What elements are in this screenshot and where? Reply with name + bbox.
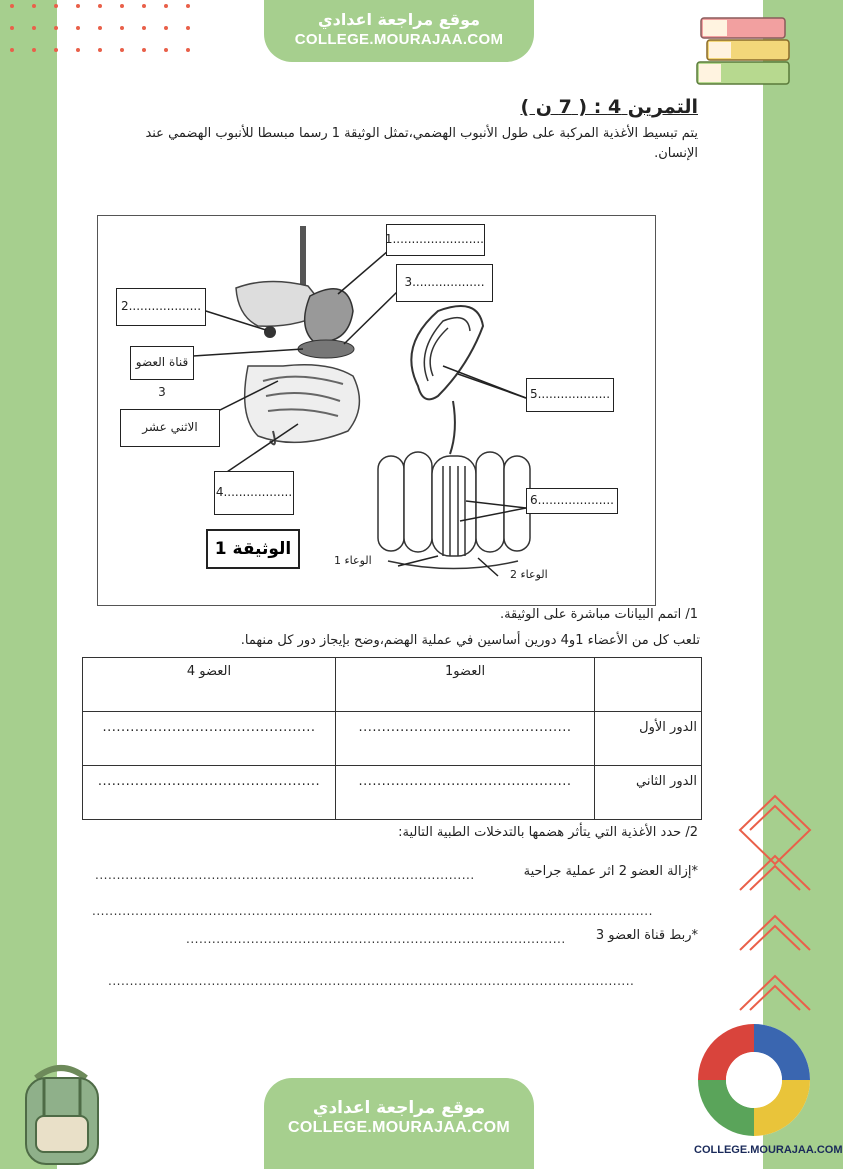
- decorative-dot: [10, 48, 14, 52]
- decorative-dot: [142, 48, 146, 52]
- question-1: 1/ اتمم البيانات مباشرة على الوثيقة.: [499, 607, 698, 622]
- decorative-dot: [164, 26, 168, 30]
- label-organ3-duct: قناة العضو 3: [130, 346, 194, 380]
- decorative-dot: [98, 4, 102, 8]
- decorative-dot: [120, 4, 124, 8]
- label-box-6: ....................6: [526, 488, 618, 514]
- decorative-dot: [76, 48, 80, 52]
- figure-document-1: [97, 215, 656, 606]
- roles-table: [82, 657, 702, 820]
- answer-line-2a-cont[interactable]: ..................................................................................................................................: [92, 904, 653, 918]
- label-vessel-1: الوعاء 1: [334, 554, 372, 567]
- decorative-dot: [142, 26, 146, 30]
- decorative-dot: [164, 4, 168, 8]
- cell-role1-organ4[interactable]: ..............................................: [83, 712, 336, 766]
- decorative-dot: [54, 26, 58, 30]
- cell-role2-organ4[interactable]: ................................................: [83, 766, 336, 820]
- decorative-dot: [32, 26, 36, 30]
- decorative-dot: [98, 48, 102, 52]
- answer-line-2b[interactable]: ........................................................................................: [186, 932, 566, 946]
- label-duodenum: الاثني عشر: [120, 409, 220, 447]
- decorative-dot: [120, 26, 124, 30]
- decorative-dot: [54, 48, 58, 52]
- site-logo-icon: [694, 1020, 814, 1140]
- table-header-organ4: العضو 4: [83, 658, 336, 712]
- label-vessel-2: الوعاء 2: [510, 568, 548, 581]
- answer-line-2a[interactable]: ........................................................................................: [95, 868, 475, 882]
- answer-line-2b-cont[interactable]: ..........................................................................................................................: [108, 974, 635, 988]
- decorative-dot: [10, 26, 14, 30]
- label-box-5: ...................5: [526, 378, 614, 412]
- site-url-footer[interactable]: COLLEGE.MOURAJAA.COM: [288, 1119, 510, 1136]
- site-url[interactable]: COLLEGE.MOURAJAA.COM: [294, 31, 504, 48]
- decorative-dot: [120, 48, 124, 52]
- table-row: [83, 712, 702, 766]
- document-label: الوثيقة 1: [206, 529, 300, 569]
- decorative-dot: [98, 26, 102, 30]
- decorative-dot: [76, 4, 80, 8]
- decorative-dot: [164, 48, 168, 52]
- table-header-organ1: العضو1: [336, 658, 595, 712]
- row-label-role2: الدور الثاني: [595, 766, 702, 820]
- site-name: موقع مراجعة اعدادي: [317, 10, 481, 29]
- books-icon: [693, 14, 803, 94]
- bottom-banner: [264, 1078, 534, 1169]
- decorative-dot: [186, 4, 190, 8]
- table-header-empty: [595, 658, 702, 712]
- table-row: [83, 766, 702, 820]
- question-2b: *ربط قناة العضو 3: [595, 928, 698, 943]
- decorative-dot: [54, 4, 58, 8]
- label-box-3: ...................3: [396, 264, 493, 302]
- exercise-title: التمرين 4 : ( 7 ن ): [520, 96, 698, 118]
- decorative-dot: [186, 26, 190, 30]
- decorative-dot: [32, 48, 36, 52]
- exercise-intro: يتم تبسيط الأغذية المركبة على طول الأنبوب الهضمي،تمثل الوثيقة 1 رسما مبسطا للأنبوب الهضمي عند الإنسان.: [145, 126, 698, 161]
- top-banner: [264, 0, 534, 62]
- decorative-dot: [142, 4, 146, 8]
- decorative-dot: [76, 26, 80, 30]
- site-name-footer: موقع مراجعة اعدادي: [312, 1098, 486, 1118]
- decorative-dot: [186, 48, 190, 52]
- cell-role1-organ1[interactable]: ..............................................: [336, 712, 595, 766]
- label-box-2: ...................2: [116, 288, 206, 326]
- chevron-up-icon: [734, 790, 816, 1040]
- row-label-role1: الدور الأول: [595, 712, 702, 766]
- logo-caption: COLLEGE.MOURAJAA.COM: [694, 1144, 843, 1156]
- table-header-row: [83, 658, 702, 712]
- question-2: 2/ حدد الأغذية التي يتأثر هضمها بالتدخلات الطبية التالية:: [398, 825, 698, 840]
- label-box-1: ........................1: [386, 224, 485, 256]
- decorative-dot: [10, 4, 14, 8]
- question-1b: تلعب كل من الأعضاء 1و4 دورين أساسين في عملية الهضم،وضح بإيجاز دور كل منهما.: [240, 633, 700, 648]
- cell-role2-organ1[interactable]: ..............................................: [336, 766, 595, 820]
- question-2a: *إزالة العضو 2 اثر عملية جراحية: [523, 864, 698, 879]
- backpack-icon: [6, 1058, 116, 1168]
- label-box-4: ..................4: [214, 471, 294, 515]
- decorative-dot: [32, 4, 36, 8]
